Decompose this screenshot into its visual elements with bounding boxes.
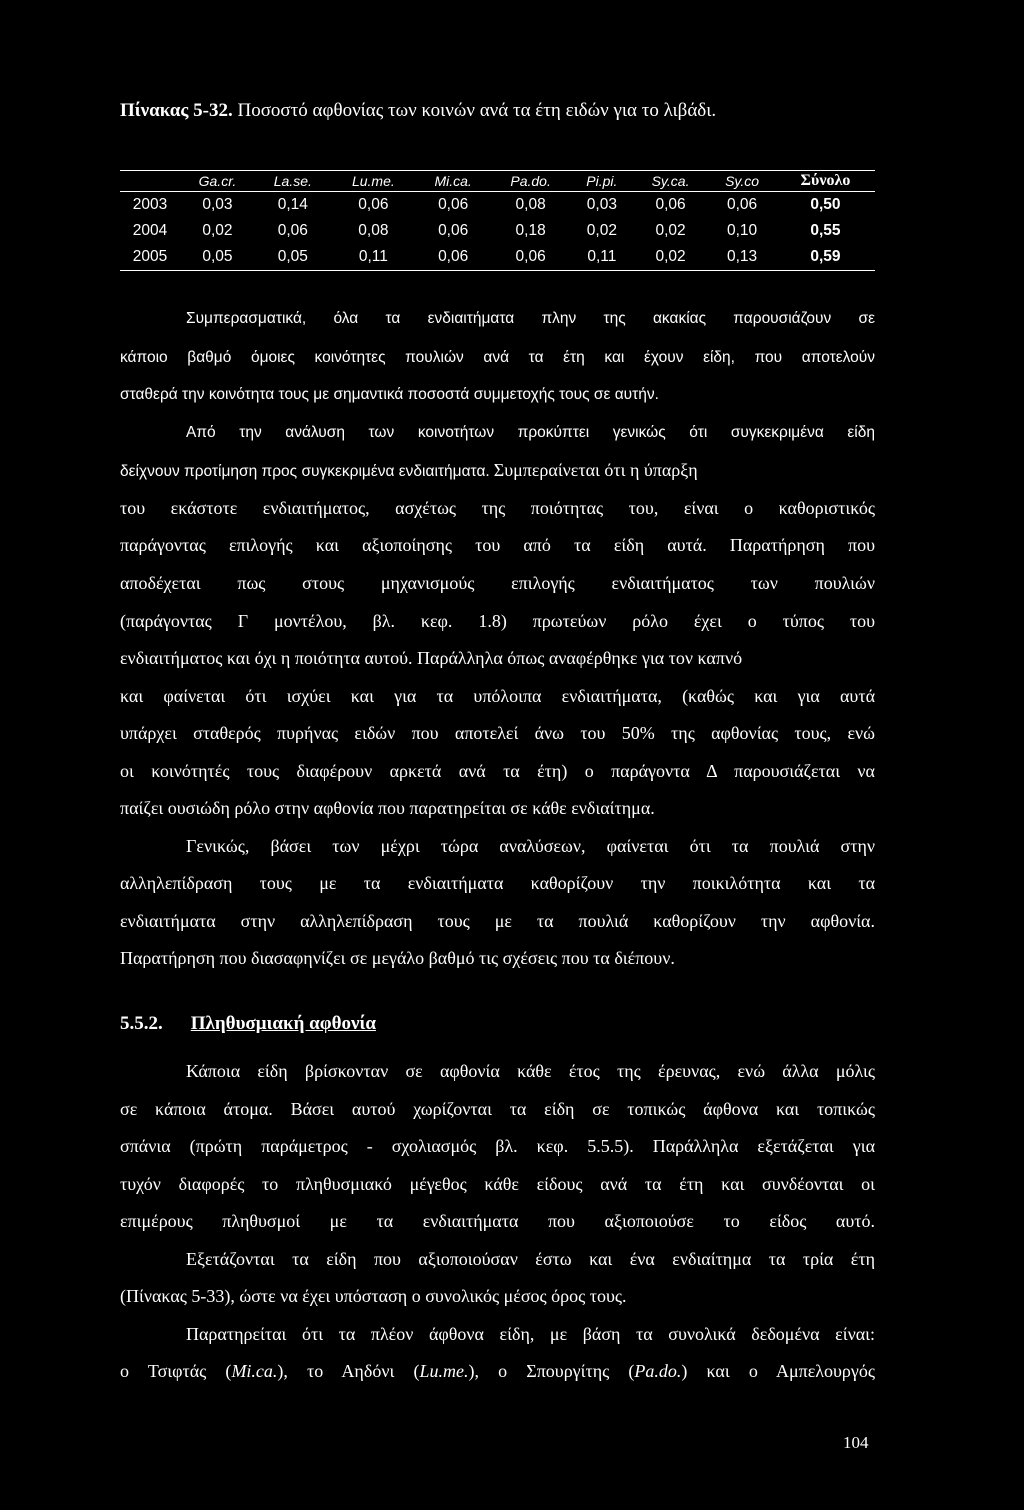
abundance-table (120, 170, 875, 271)
table-cell: 0,02 (202, 222, 233, 239)
table-caption-text: Ποσοστό αφθονίας των κοινών ανά τα έτη ειδών για το λιβάδι. (237, 100, 717, 121)
table-cell: 0,06 (438, 196, 469, 213)
table-cell: 0,13 (708, 244, 776, 271)
row-year: 2003 (132, 196, 168, 213)
header-mi-ca: Mi.ca. (416, 171, 490, 192)
text-line: Παρατήρηση που διασαφηνίζει σε μεγάλο βαθμό τις σχέσεις που τα διέπουν. (120, 948, 675, 968)
row-total: 0,59 (776, 244, 875, 271)
text-segment: ), ο Σπουργίτης ( (468, 1361, 635, 1381)
text-line: Γενικώς, βάσει των μέχρι τώρα αναλύσεων, φαίνεται ότι τα πουλιά στην (186, 836, 875, 856)
table-cell: 0,02 (633, 244, 708, 271)
table-cell: 0,06 (358, 196, 389, 213)
mixed-line (120, 460, 875, 481)
section-title: Πληθυσμιακή αφθονία (190, 1013, 376, 1034)
header-total: Σύνολο (776, 171, 875, 192)
text-line: Εξετάζονται τα είδη που αξιοποιούσαν έστω και ένα ενδιαίτημα τα τρία έτη (186, 1249, 875, 1269)
table-cell: 0,02 (586, 222, 617, 239)
section-heading (120, 1013, 376, 1035)
section-number: 5.5.2. (120, 1013, 163, 1034)
text-line: ενδιαιτήματα στην αλληλεπίδραση τους με τα πουλιά καθορίζουν την αφθονία. (120, 911, 875, 931)
text-line: επιμέρους πληθυσμοί με τα ενδιαιτήματα που αξιοποιούσε το είδος αυτό. (120, 1211, 875, 1231)
table-cell: 0,14 (277, 196, 308, 213)
text-line: σε κάποια άτομα. Βάσει αυτού χωρίζονται τα είδη σε τοπικώς άφθονα και τοπικώς (120, 1099, 875, 1119)
table-cell: 0,10 (726, 222, 758, 239)
table-cell: 0,06 (490, 244, 571, 271)
text-line: και φαίνεται ότι ισχύει και για τα υπόλοιπα ενδιαιτήματα, (καθώς και για αυτά (120, 686, 875, 706)
text-line: παίζει ουσιώδη ρόλο στην αφθονία που παρατηρείται σε κάθε ενδιαίτημα. (120, 798, 655, 818)
table-cell: 0,02 (655, 222, 686, 239)
mixed-line (120, 648, 875, 669)
table-cell: 0,06 (416, 244, 490, 271)
text-segment: Συμπεραίνεται ότι η ύπαρξη (493, 460, 698, 480)
header-la-se: La.se. (255, 171, 331, 192)
table-cell: 0,06 (277, 222, 308, 239)
text-segment: Παράλληλα όπως αναφέρθηκε για τον καπνό (417, 648, 743, 668)
table-cell: 0,06 (726, 196, 758, 213)
text-segment: δείχνουν προτίμηση προς συγκεκριμένα ενδιαιτήματα. (120, 463, 490, 480)
text-line: Παρατηρείται ότι τα πλέον άφθονα είδη, με βάση τα συνολικά δεδομένα είναι: (186, 1324, 875, 1344)
text-segment: ενδιαιτήματος και όχι η ποιότητα αυτού. (120, 648, 413, 668)
text-line: υπάρχει σταθερός πυρήνας ειδών που αποτελεί άνω του 50% της αφθονίας τους, ενώ (120, 723, 875, 743)
text-line: του εκάστοτε ενδιαιτήματος, ασχέτως της ποιότητας του, είναι ο καθοριστικός (120, 498, 875, 518)
table-cell: 0,05 (180, 244, 255, 271)
mixed-line (120, 1361, 875, 1382)
header-ga-cr: Ga.cr. (180, 171, 255, 192)
table-row (120, 244, 875, 271)
species-code: Mi.ca. (231, 1361, 278, 1381)
table-cell: 0,06 (655, 196, 686, 213)
text-segment: ) και ο Αμπελουργός (681, 1361, 875, 1381)
header-pi-pi: Pi.pi. (571, 171, 633, 192)
row-total: 0,50 (810, 196, 841, 213)
header-sy-ca: Sy.ca. (633, 171, 708, 192)
table-caption (120, 99, 910, 123)
header-sy-co: Sy.co (708, 171, 776, 192)
text-line: αποδέχεται πως στους μηχανισμούς επιλογής ενδιαιτήματος των πουλιών (120, 573, 875, 593)
header-year (120, 171, 180, 192)
page-number: 104 (843, 1433, 869, 1452)
table-cell: 0,05 (255, 244, 331, 271)
table-cell: 0,08 (358, 222, 389, 239)
text-line: Από την ανάλυση των κοινοτήτων προκύπτει γενικώς ότι συγκεκριμένα είδη (186, 424, 875, 441)
table-row (120, 218, 875, 244)
table-cell: 0,08 (515, 196, 546, 213)
table-cell: 0,06 (438, 222, 469, 239)
text-line: Κάποια είδη βρίσκονταν σε αφθονία κάθε έτος της έρευνας, ενώ άλλα μόλις (186, 1061, 875, 1081)
text-line: οι κοινότητές τους διαφέρουν αρκετά ανά τα έτη) ο παράγοντα Δ παρουσιάζεται να (120, 761, 875, 781)
row-year: 2005 (120, 244, 180, 271)
table-row (120, 192, 875, 219)
text-line: σταθερά την κοινότητα τους με σημαντικά ποσοστά συμμετοχής τους σε αυτήν. (120, 386, 659, 403)
table-caption-label: Πίνακας 5-32. (120, 100, 233, 121)
table-header-row (120, 171, 875, 192)
text-line: (παράγοντας Γ μοντέλου, βλ. κεφ. 1.8) πρωτεύων ρόλο έχει ο τύπος του (120, 611, 875, 631)
species-code: Lu.me. (419, 1361, 469, 1381)
table-cell: 0,03 (586, 196, 617, 213)
text-line: αλληλεπίδραση τους με τα ενδιαιτήματα καθορίζουν την ποικιλότητα και τα (120, 873, 875, 893)
table-cell: 0,18 (515, 222, 546, 239)
header-pa-do: Pa.do. (490, 171, 571, 192)
table-cell: 0,03 (202, 196, 233, 213)
text-line: κάποιο βαθμό όμοιες κοινότητες πουλιών ανά τα έτη και έχουν είδη, που αποτελούν (120, 349, 875, 366)
text-line: Συμπερασματικά, όλα τα ενδιαιτήματα πλην της ακακίας παρουσιάζουν σε (186, 310, 875, 327)
text-line: τυχόν διαφορές το πληθυσμιακό μέγεθος κάθε είδους ανά τα έτη και συνδέονται οι (120, 1174, 875, 1194)
text-segment: ο Τσιφτάς ( (120, 1361, 232, 1381)
text-segment: ), το Αηδόνι ( (277, 1361, 420, 1381)
header-lu-me: Lu.me. (331, 171, 416, 192)
text-line: (Πίνακας 5-33), ώστε να έχει υπόσταση ο συνολικός μέσος όρος τους. (120, 1286, 627, 1306)
row-total: 0,55 (810, 222, 841, 239)
table-cell: 0,11 (331, 244, 416, 271)
row-year: 2004 (132, 222, 168, 239)
text-line: παράγοντας επιλογής και αξιοποίησης του από τα είδη αυτά. Παρατήρηση που (120, 535, 875, 555)
text-line: σπάνια (πρώτη παράμετρος - σχολιασμός βλ. κεφ. 5.5.5). Παράλληλα εξετάζεται για (120, 1136, 875, 1156)
species-code: Pa.do. (634, 1361, 682, 1381)
table-cell: 0,11 (571, 244, 633, 271)
